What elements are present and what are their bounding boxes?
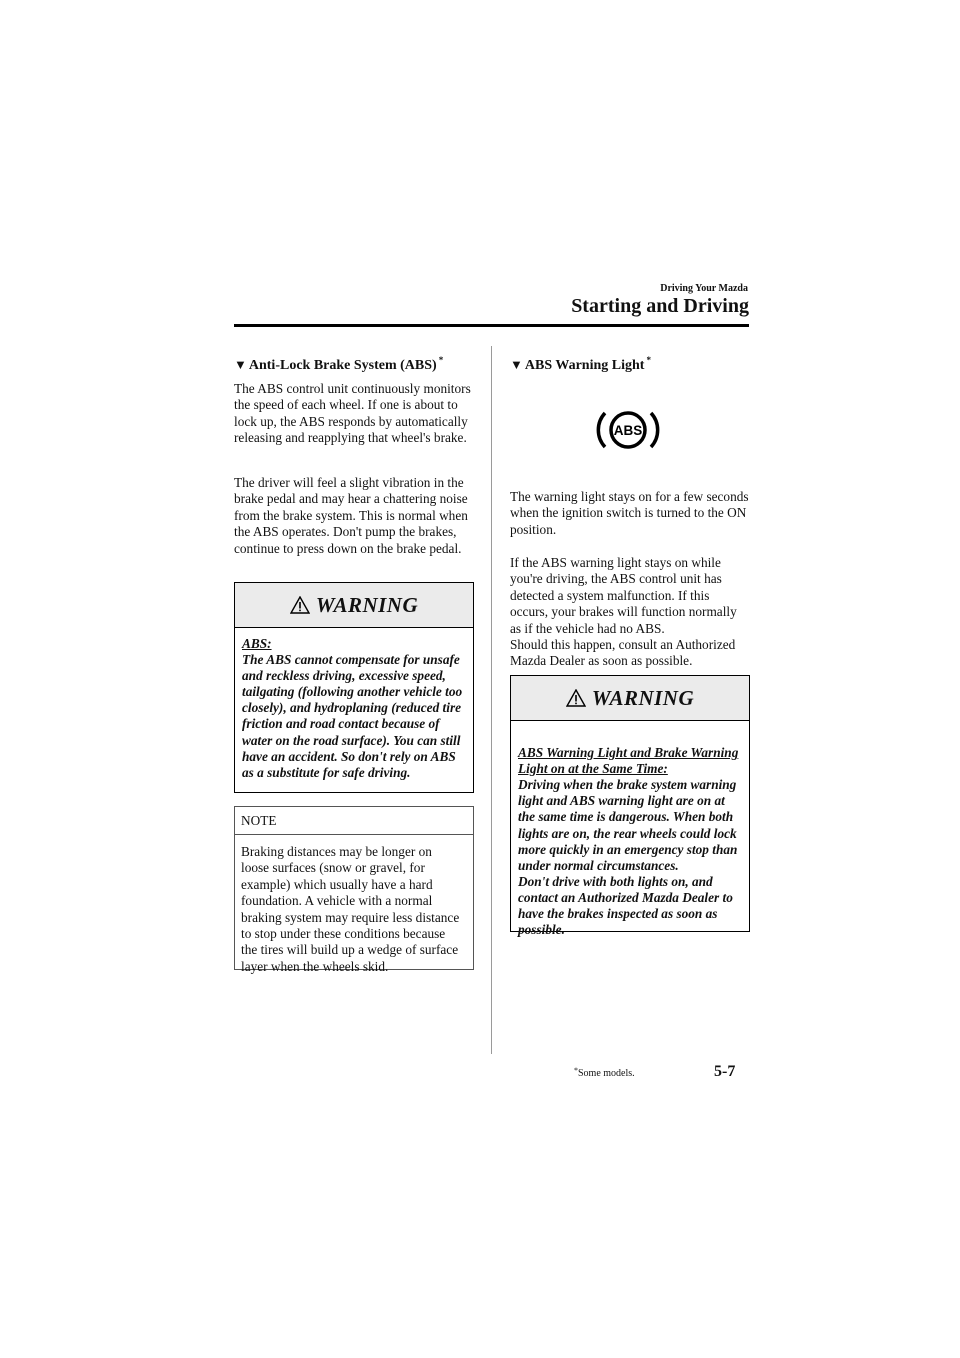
warning-body: [235, 628, 473, 789]
note-box: [234, 806, 474, 974]
warning-subtitle: ABS Warning Light and Brake Warning Light on at the Same Time:: [518, 745, 739, 777]
warning-box: [234, 582, 474, 793]
warning-triangle-icon: [290, 596, 310, 614]
abs-icon-label: ABS: [613, 423, 643, 438]
warning-text: Driving when the brake system warning light and ABS warning light are on at the same time is dangerous. When both lights are on, the rear wheels could lock more quickly in an emergency stop than under normal circumstances. Don't drive with both lights on, and contact an Authorized Mazda Dealer to have the brakes inspected as soon as possible.: [518, 777, 738, 938]
running-header-chapter: Starting and Driving: [571, 295, 749, 317]
some-models-asterisk: *: [438, 355, 444, 365]
section-heading-text: Anti-Lock Brake System (ABS): [248, 358, 437, 373]
section-heading-abs: [234, 355, 443, 374]
some-models-asterisk: *: [646, 355, 651, 365]
warning-box: [510, 675, 750, 938]
warning-triangle-icon: [566, 689, 586, 707]
footnote-asterisk: *: [574, 1066, 578, 1075]
footnote: [574, 1066, 635, 1079]
warning-header: [511, 676, 749, 721]
footnote-text: Some models.: [578, 1068, 635, 1079]
running-header-section: Driving Your Mazda: [660, 283, 748, 294]
note-text: Braking distances may be longer on loose surfaces (snow or gravel, for example) which usually have a hard foundation. A vehicle with a normal braking system may require less distance to stop under these conditions because the tires will build up a wedge of surface layer when the wheels skid.: [241, 844, 460, 974]
abs-warning-light-icon: [592, 403, 664, 457]
note-title: NOTE: [235, 807, 473, 835]
warning-header: [235, 583, 473, 628]
warning-subtitle: ABS:: [242, 636, 272, 651]
header-rule: [234, 324, 749, 327]
paragraph: If the ABS warning light stays on while you're driving, the ABS control unit has detected a system malfunction. If this occurs, your brakes will function normally as if the vehicle had no ABS. Should this happen, consult an Authorized Mazda Dealer as soon as possible.: [510, 555, 737, 669]
paragraph: The warning light stays on for a few seconds when the ignition switch is turned to the ON position.: [510, 489, 749, 537]
triangle-bullet-icon: ▼: [510, 357, 523, 372]
warning-text: The ABS cannot compensate for unsafe and reckless driving, excessive speed, tailgating (following another vehicle too closely), and hydroplaning (reduced tire friction and road contact because of water on the road surface). You can still have an accident. So don't rely on ABS as a substitute for safe driving.: [242, 652, 463, 780]
paragraph: The driver will feel a slight vibration in the brake pedal and may hear a chattering noise from the brake system. This is normal when the ABS operates. Don't pump the brakes, continue to press down on the brake pedal.: [234, 475, 468, 556]
paragraph: The ABS control unit continuously monitors the speed of each wheel. If one is about to lock up, the ABS responds by automatically releasing and reapplying that wheel's brake.: [234, 381, 471, 446]
warning-title: WARNING: [591, 685, 695, 710]
triangle-bullet-icon: ▼: [234, 357, 247, 372]
column-divider: [491, 346, 492, 1054]
warning-body: [511, 721, 749, 946]
warning-title: WARNING: [315, 592, 419, 617]
section-heading-text: ABS Warning Light: [524, 358, 645, 373]
page-number: 5-7: [714, 1063, 736, 1080]
section-heading-abs-warning-light: [510, 355, 651, 374]
